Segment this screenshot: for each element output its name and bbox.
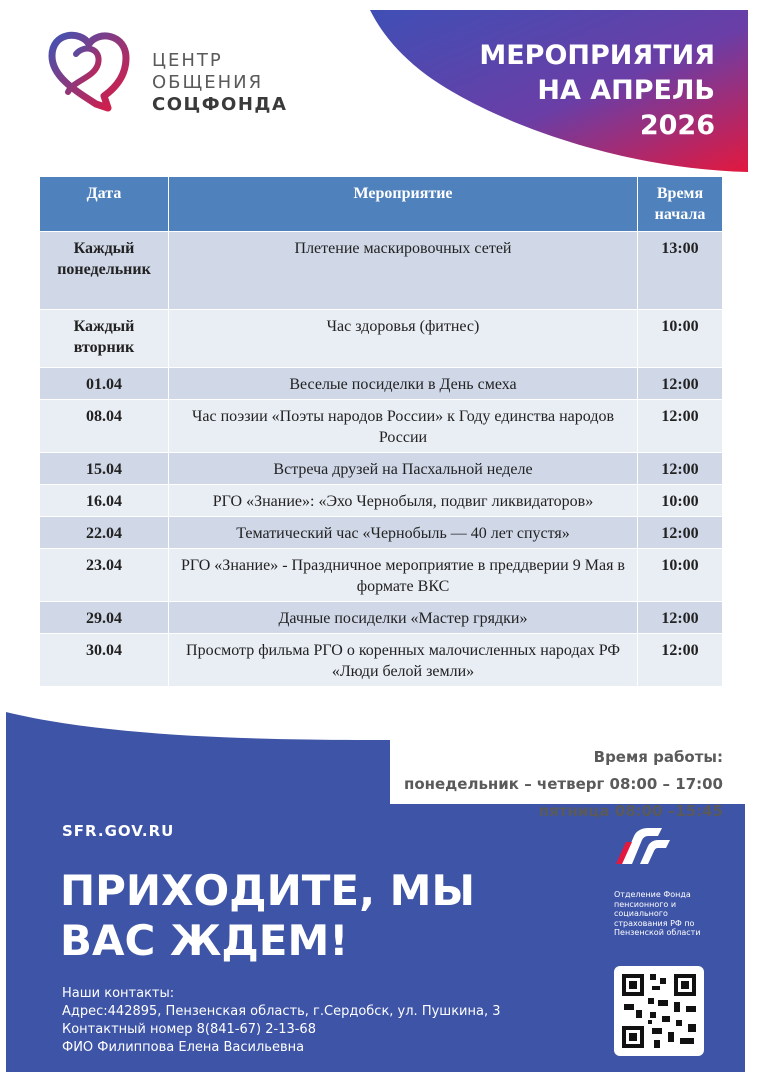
qr-code-icon[interactable] <box>614 966 704 1056</box>
events-table <box>39 176 723 687</box>
row-event: Встреча друзей на Пасхальной неделе <box>169 453 638 485</box>
row-date: 30.04 <box>40 634 169 687</box>
logo-line: ЦЕНТР <box>152 50 223 71</box>
row-event: РГО «Знание»: «Эхо Чернобыля, подвиг ликвидаторов» <box>169 485 638 517</box>
working-hours-weekdays: понедельник – четверг 08:00 – 17:00 <box>403 775 723 793</box>
table-row <box>40 517 723 549</box>
row-date: 16.04 <box>40 485 169 517</box>
row-event: Дачные посиделки «Мастер грядки» <box>169 602 638 634</box>
row-time: 10:00 <box>638 549 723 602</box>
row-time: 13:00 <box>638 232 723 310</box>
table-row <box>40 485 723 517</box>
slogan-line: ПРИХОДИТЕ, МЫ <box>60 866 475 915</box>
row-date: 29.04 <box>40 602 169 634</box>
contacts-title: Наши контакты: <box>62 986 175 1001</box>
table-row <box>40 400 723 453</box>
sfr-logo-icon <box>612 824 676 872</box>
row-event: Плетение маскировочных сетей <box>169 232 638 310</box>
contacts-phone: Контактный номер 8(841-67) 2-13-68 <box>62 1022 316 1037</box>
working-hours <box>404 744 723 825</box>
working-hours-title: Время работы: <box>593 748 723 766</box>
contacts <box>62 985 501 1057</box>
logo-line: ОБЩЕНИЯ <box>152 72 264 93</box>
row-time: 12:00 <box>638 602 723 634</box>
table-row <box>40 310 723 368</box>
header-event: Мероприятие <box>169 177 638 232</box>
row-event: РГО «Знание» - Праздничное мероприятие в преддверии 9 Мая в формате ВКС <box>169 549 638 602</box>
heart-speech-bubble-icon <box>46 26 132 112</box>
row-time: 12:00 <box>638 400 723 453</box>
row-date: 22.04 <box>40 517 169 549</box>
row-event: Час здоровья (фитнес) <box>169 310 638 368</box>
row-event: Просмотр фильма РГО о коренных малочисленных народах РФ «Люди белой земли» <box>169 634 638 687</box>
sfr-caption: Отделение Фонда пенсионного и социального страхования РФ по Пензенской области <box>614 890 701 937</box>
site-link[interactable]: SFR.GOV.RU <box>62 822 175 840</box>
row-event: Веселые посиделки в День смеха <box>169 368 638 400</box>
banner-title <box>415 38 715 143</box>
header-time: Время начала <box>638 177 723 232</box>
slogan <box>60 866 475 966</box>
row-event: Тематический час «Чернобыль — 40 лет спустя» <box>169 517 638 549</box>
banner-title-line: МЕРОПРИЯТИЯ <box>479 40 715 71</box>
row-time: 10:00 <box>638 485 723 517</box>
row-time: 10:00 <box>638 310 723 368</box>
slogan-line: ВАС ЖДЕМ! <box>60 916 349 965</box>
banner-title-line: НА АПРЕЛЬ <box>537 75 715 106</box>
working-hours-friday: пятница 08:00 –15:45 <box>538 802 723 820</box>
contacts-person: ФИО Филиппова Елена Васильевна <box>62 1040 305 1055</box>
row-event: Час поэзии «Поэты народов России» к Году единства народов России <box>169 400 638 453</box>
table-row <box>40 549 723 602</box>
row-date: 08.04 <box>40 400 169 453</box>
table-row <box>40 232 723 310</box>
row-date: 15.04 <box>40 453 169 485</box>
qr-code-graphic <box>614 966 704 1056</box>
banner-title-line: 2026 <box>639 110 715 141</box>
row-date: Каждый вторник <box>40 310 169 368</box>
table-row <box>40 453 723 485</box>
contacts-address: Адрес:442895, Пензенская область, г.Сердобск, ул. Пушкина, 3 <box>62 1004 501 1019</box>
logo-line: СОЦФОНДА <box>152 94 288 115</box>
logo-text <box>152 50 287 116</box>
table-row <box>40 634 723 687</box>
table-row <box>40 602 723 634</box>
row-time: 12:00 <box>638 517 723 549</box>
row-time: 12:00 <box>638 453 723 485</box>
row-time: 12:00 <box>638 368 723 400</box>
header-date: Дата <box>40 177 169 232</box>
row-time: 12:00 <box>638 634 723 687</box>
row-date: 23.04 <box>40 549 169 602</box>
row-date: 01.04 <box>40 368 169 400</box>
table-row <box>40 368 723 400</box>
row-date: Каждый понедельник <box>40 232 169 310</box>
table-header-row <box>40 177 723 232</box>
